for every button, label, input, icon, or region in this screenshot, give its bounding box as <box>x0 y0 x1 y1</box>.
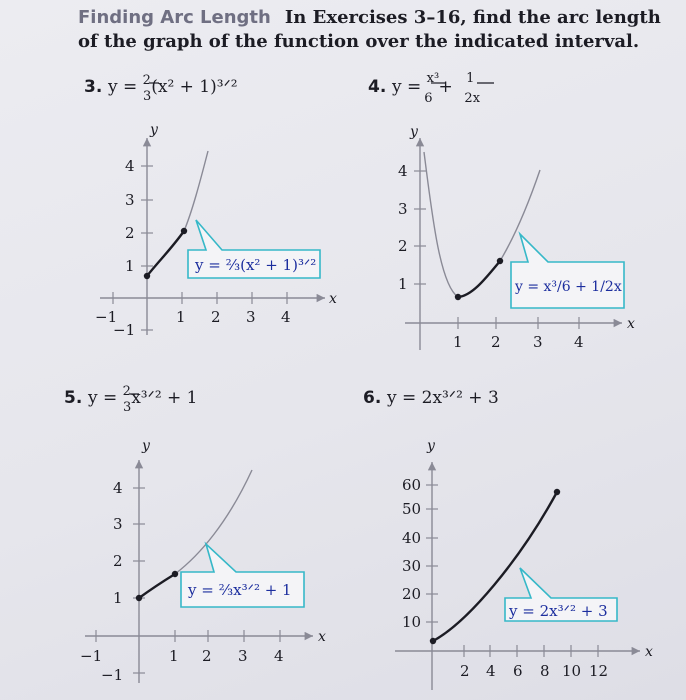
ex5-xtick-neg1: −1 <box>80 647 103 665</box>
ex6-ytick-40: 40 <box>402 529 422 547</box>
ex5-y-label: y <box>142 438 150 454</box>
ex4-xtick-1: 1 <box>453 333 463 351</box>
ex4-ytick-3: 3 <box>398 200 408 218</box>
ex3-xtick-2: 2 <box>211 308 221 326</box>
exercise-4 <box>368 71 635 351</box>
ex5-xtick-2: 2 <box>202 647 212 665</box>
ex6-callout <box>505 568 617 621</box>
exercise-3-number: 3. <box>84 77 103 97</box>
ex3-ytick-3: 3 <box>125 191 135 209</box>
ex6-ytick-30: 30 <box>402 557 422 575</box>
ex3-callout-text: y = ⅔(x² + 1)³ᐟ² <box>195 256 317 274</box>
ex6-xtick-4: 4 <box>486 662 496 680</box>
exercise-3-equation: y = $^2$ 3(x² + 1)³ᐟ² <box>108 73 238 104</box>
ex3-xtick-3: 3 <box>246 308 256 326</box>
ex6-x-label: x <box>645 644 653 660</box>
ex5-endpoint-right <box>172 571 178 577</box>
ex3-endpoint-right <box>181 228 187 234</box>
ex4-curve-left <box>424 152 458 297</box>
ex5-xtick-1: 1 <box>169 647 179 665</box>
ex3-callout <box>188 220 320 278</box>
ex4-xtick-2: 2 <box>491 333 501 351</box>
ex3-xtick-1: 1 <box>176 308 186 326</box>
ex4-endpoint-right <box>497 258 503 264</box>
exercise-3 <box>84 73 337 339</box>
ex4-y-label: y <box>410 124 418 140</box>
ex4-ytick-4: 4 <box>398 162 408 180</box>
ex6-endpoint-right <box>554 489 560 495</box>
ex4-xtick-4: 4 <box>574 333 584 351</box>
exercise-5 <box>64 384 326 684</box>
ex6-callout-text: y = 2x³ᐟ² + 3 <box>509 602 608 620</box>
ex5-arc-segment <box>139 574 175 598</box>
exercise-5-number: 5. <box>64 388 83 408</box>
ex5-ytick-neg1: −1 <box>101 666 124 684</box>
ex3-ytick-neg1: −1 <box>113 321 136 339</box>
ex6-endpoint-left <box>430 638 436 644</box>
ex3-ytick-4: 4 <box>125 157 135 175</box>
ex3-xtick-4: 4 <box>281 308 291 326</box>
ex4-x-label: x <box>627 316 635 332</box>
ex5-endpoint-left <box>136 595 142 601</box>
ex6-xtick-8: 8 <box>540 662 550 680</box>
ex4-endpoint-left <box>455 294 461 300</box>
ex5-ytick-4: 4 <box>113 479 123 497</box>
ex6-xtick-6: 6 <box>513 662 523 680</box>
exercise-4-number: 4. <box>368 77 387 97</box>
ex6-ytick-20: 20 <box>402 585 422 603</box>
ex4-arc-segment <box>458 261 500 297</box>
ex5-callout-text: y = ⅔x³ᐟ² + 1 <box>188 581 292 599</box>
ex4-xtick-3: 3 <box>533 333 543 351</box>
ex4-callout-text: y = x³/6 + 1/2x <box>515 279 622 295</box>
ex4-ytick-2: 2 <box>398 237 408 255</box>
ex5-ytick-1: 1 <box>113 589 123 607</box>
ex5-x-label: x <box>318 629 326 645</box>
ex5-ytick-2: 2 <box>113 552 123 570</box>
ex6-ytick-10: 10 <box>402 613 422 631</box>
ex6-ytick-60: 60 <box>402 476 422 494</box>
ex5-ytick-3: 3 <box>113 515 123 533</box>
heading-instruction: In Exercises 3–16, find the arc length of the graph of the function over the indicated interval. <box>78 7 661 52</box>
ex3-ytick-1: 1 <box>125 257 135 275</box>
ex3-endpoint-left <box>144 273 150 279</box>
ex3-ytick-2: 2 <box>125 224 135 242</box>
ex3-arc-segment <box>147 231 184 276</box>
ex6-xtick-10: 10 <box>562 662 582 680</box>
ex6-y-label: y <box>427 438 435 454</box>
exercise-6-number: 6. <box>363 388 382 408</box>
ex6-xtick-12: 12 <box>589 662 609 680</box>
ex3-xtick-neg1: −1 <box>95 308 118 326</box>
ex6-ytick-50: 50 <box>402 500 422 518</box>
exercise-6 <box>363 388 653 690</box>
ex5-xtick-4: 4 <box>274 647 284 665</box>
ex3-x-label: x <box>329 291 337 307</box>
ex3-curve-extension <box>184 151 208 231</box>
exercise-5-equation: y = $^2$ 3x³ᐟ² + 1 <box>88 384 198 415</box>
heading-label: Finding Arc Length <box>78 7 271 28</box>
ex6-xtick-2: 2 <box>460 662 470 680</box>
ex3-y-label: y <box>150 122 158 138</box>
ex5-xtick-3: 3 <box>238 647 248 665</box>
ex4-ytick-1: 1 <box>398 275 408 293</box>
ex5-callout <box>181 544 304 607</box>
ex4-callout <box>511 234 624 308</box>
exercise-4-equation: y = $^{x^3}$ 6+ $^1$ 2x <box>392 71 481 106</box>
exercise-6-equation: y = 2x³ᐟ² + 3 <box>387 388 499 408</box>
